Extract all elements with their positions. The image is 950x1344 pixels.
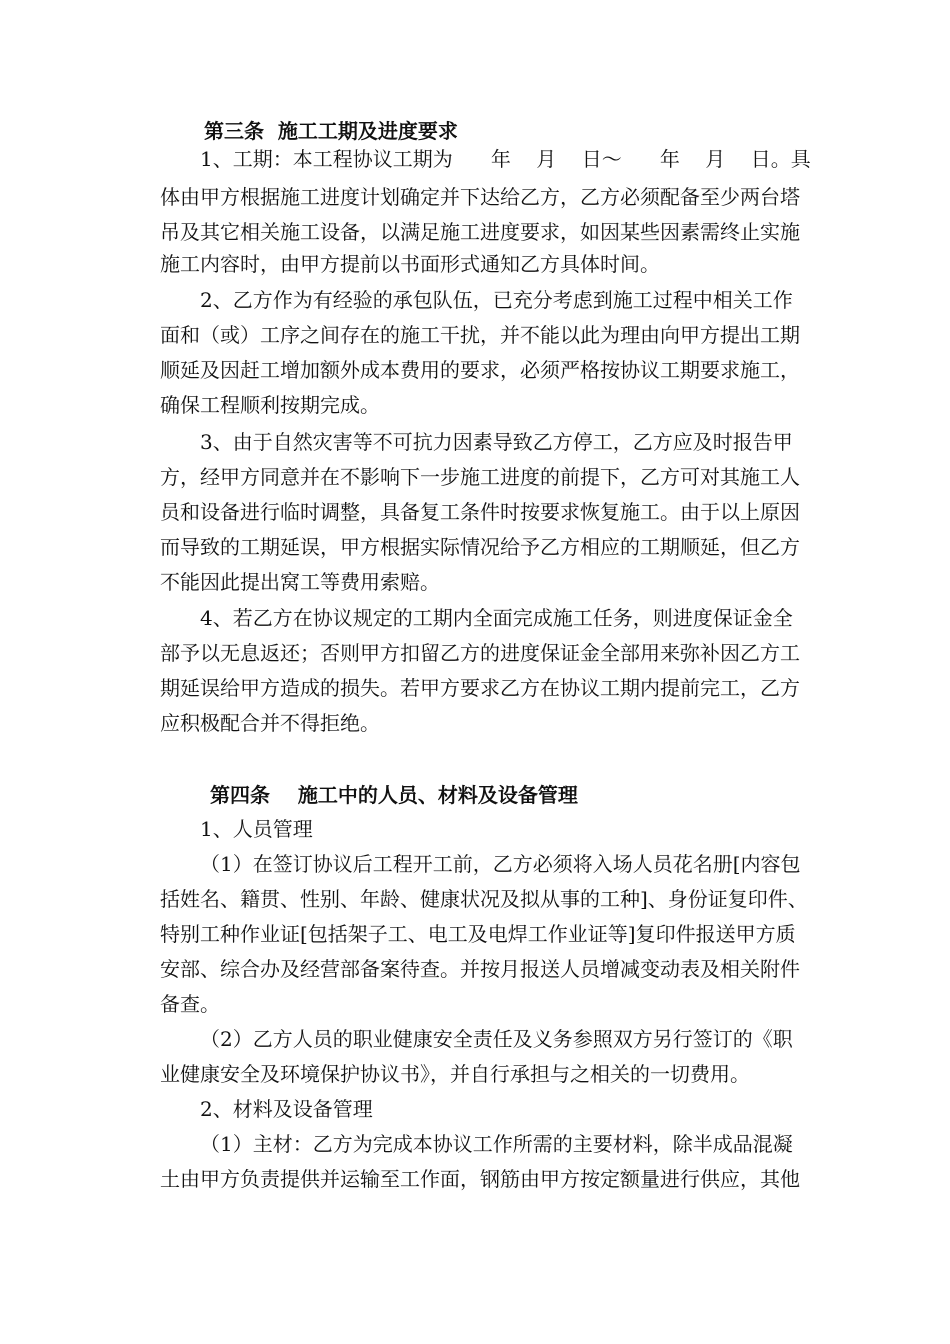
paragraph-line: 顺延及因赶工增加额外成本费用的要求，必须严格按协议工期要求施工，	[160, 358, 800, 382]
section-4-title: 第四条 施工中的人员、材料及设备管理	[210, 783, 578, 807]
paragraph-line: （1）主材：乙方为完成本协议工作所需的主要材料，除半成品混凝	[200, 1132, 793, 1156]
paragraph-line: 特别工种作业证[包括架子工、电工及电焊工作业证等]复印件报送甲方质	[160, 922, 796, 946]
paragraph-line: 1、人员管理	[200, 817, 313, 841]
paragraph-line: （2）乙方人员的职业健康安全责任及义务参照双方另行签订的《职	[200, 1027, 793, 1051]
paragraph-line: 业健康安全及环境保护协议书》，并自行承担与之相关的一切费用。	[160, 1062, 750, 1086]
paragraph-line: 2、乙方作为有经验的承包队伍，已充分考虑到施工过程中相关工作	[200, 288, 793, 312]
paragraph-line: 期延误给甲方造成的损失。若甲方要求乙方在协议工期内提前完工，乙方	[160, 676, 800, 700]
paragraph-line: 部予以无息返还；否则甲方扣留乙方的进度保证金全部用来弥补因乙方工	[160, 641, 800, 665]
paragraph-line: 应积极配合并不得拒绝。	[160, 711, 380, 735]
paragraph-line: 不能因此提出窝工等费用索赔。	[160, 570, 440, 594]
paragraph-line: （1）在签订协议后工程开工前，乙方必须将入场人员花名册[内容包	[200, 852, 801, 876]
paragraph-line: 3、由于自然灾害等不可抗力因素导致乙方停工，乙方应及时报告甲	[200, 430, 793, 454]
paragraph-line: 4、若乙方在协议规定的工期内全面完成施工任务，则进度保证金全	[200, 606, 793, 630]
paragraph-line: 吊及其它相关施工设备，以满足施工进度要求，如因某些因素需终止实施	[160, 220, 800, 244]
paragraph-line: 员和设备进行临时调整，具备复工条件时按要求恢复施工。由于以上原因	[160, 500, 800, 524]
paragraph-line: 备查。	[160, 992, 220, 1016]
paragraph-line: 面和（或）工序之间存在的施工干扰，并不能以此为理由向甲方提出工期	[160, 323, 800, 347]
paragraph-line: 土由甲方负责提供并运输至工作面，钢筋由甲方按定额量进行供应，其他	[160, 1167, 800, 1191]
paragraph-line: 1、工期：本工程协议工期为 年 月 日～ 年 月 日。具	[200, 147, 811, 171]
section-3-title: 第三条 施工工期及进度要求	[204, 119, 458, 143]
paragraph-line: 括姓名、籍贯、性别、年龄、健康状况及拟从事的工种]、身份证复印件、	[160, 887, 808, 911]
paragraph-line: 2、材料及设备管理	[200, 1097, 373, 1121]
paragraph-line: 方，经甲方同意并在不影响下一步施工进度的前提下，乙方可对其施工人	[160, 465, 800, 489]
paragraph-line: 体由甲方根据施工进度计划确定并下达给乙方，乙方必须配备至少两台塔	[160, 185, 800, 209]
paragraph-line: 确保工程顺利按期完成。	[160, 393, 380, 417]
paragraph-line: 安部、综合办及经营部备案待查。并按月报送人员增减变动表及相关附件	[160, 957, 800, 981]
paragraph-line: 而导致的工期延误，甲方根据实际情况给予乙方相应的工期顺延，但乙方	[160, 535, 800, 559]
paragraph-line: 施工内容时，由甲方提前以书面形式通知乙方具体时间。	[160, 252, 660, 276]
